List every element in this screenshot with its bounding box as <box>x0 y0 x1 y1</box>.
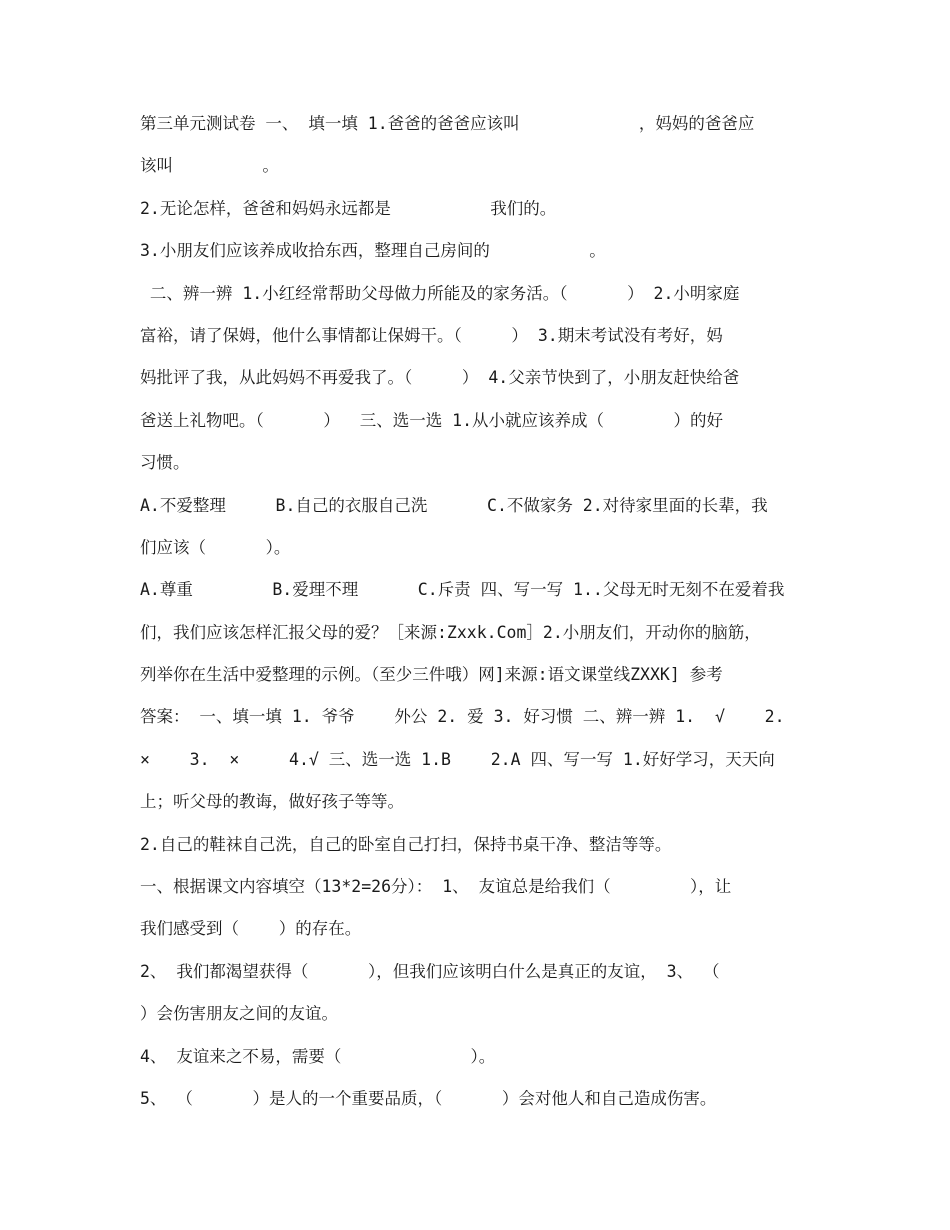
document-page <box>140 103 812 1120</box>
text-line: 二、辨一辨 1.小红经常帮助父母做力所能及的家务活。（ ） 2.小明家庭 <box>140 283 740 303</box>
text-line: 2.无论怎样，爸爸和妈妈永远都是 我们的。 <box>140 198 557 218</box>
text-line: 们应该（ ）。 <box>140 537 291 557</box>
text-line: 答案： 一、填一填 1. 爷爷 外公 2. 爱 3. 好习惯 二、辨一辨 1. √ 2. <box>140 707 785 727</box>
text-line: 习惯。 <box>140 453 190 473</box>
text-line: 们，我们应该怎样汇报父母的爱？［来源:Zxxk.Com］2.小朋友们，开动你的脑筋， <box>140 622 761 642</box>
text-line: 我们感受到（ ）的存在。 <box>140 919 362 939</box>
text-line: A.不爱整理 B.自己的衣服自己洗 C.不做家务 2.对待家里面的长辈，我 <box>140 495 768 515</box>
text-line: 妈批评了我，从此妈妈不再爱我了。（ ） 4.父亲节快到了，小朋友赶快给爸 <box>140 368 740 388</box>
text-line: A.尊重 B.爱理不理 C.斥责 四、写一写 1..父母无时无刻不在爱着我 <box>140 580 785 600</box>
text-line: 5、 （ ）是人的一个重要品质，（ ）会对他人和自己造成伤害。 <box>140 1088 717 1108</box>
text-line: 上；听父母的教诲，做好孩子等等。 <box>140 792 404 812</box>
text-line: 富裕，请了保姆，他什么事情都让保姆干。（ ） 3.期末考试没有考好，妈 <box>140 325 723 345</box>
text-line: 4、 友谊来之不易，需要（ ）。 <box>140 1046 496 1066</box>
text-line: 列举你在生活中爱整理的示例。（至少三件哦）网]来源:语文课堂线ZXXK] 参考 <box>140 665 723 685</box>
text-line: 2、 我们都渴望获得（ ），但我们应该明白什么是真正的友谊， 3、 （ <box>140 961 720 981</box>
text-line: 第三单元测试卷 一、 填一填 1.爸爸的爸爸应该叫 ，妈妈的爸爸应 <box>140 114 755 133</box>
text-line: 3.小朋友们应该养成收拾东西，整理自己房间的 。 <box>140 241 606 261</box>
text-line: 爸送上礼物吧。（ ） 三、选一选 1.从小就应该养成（ ）的好 <box>140 410 724 430</box>
text-line: × 3. × 4.√ 三、选一选 1.B 2.A 四、写一写 1.好好学习，天天向 <box>140 749 775 769</box>
text-line: 2.自己的鞋袜自己洗，自己的卧室自己打扫，保持书桌干净、整洁等等。 <box>140 834 672 854</box>
text-line: 该叫 。 <box>140 156 279 176</box>
text-line: 一、根据课文内容填空（13*2=26分）： 1、 友谊总是给我们（ ），让 <box>140 877 732 897</box>
text-line: ）会伤害朋友之间的友谊。 <box>140 1004 338 1024</box>
